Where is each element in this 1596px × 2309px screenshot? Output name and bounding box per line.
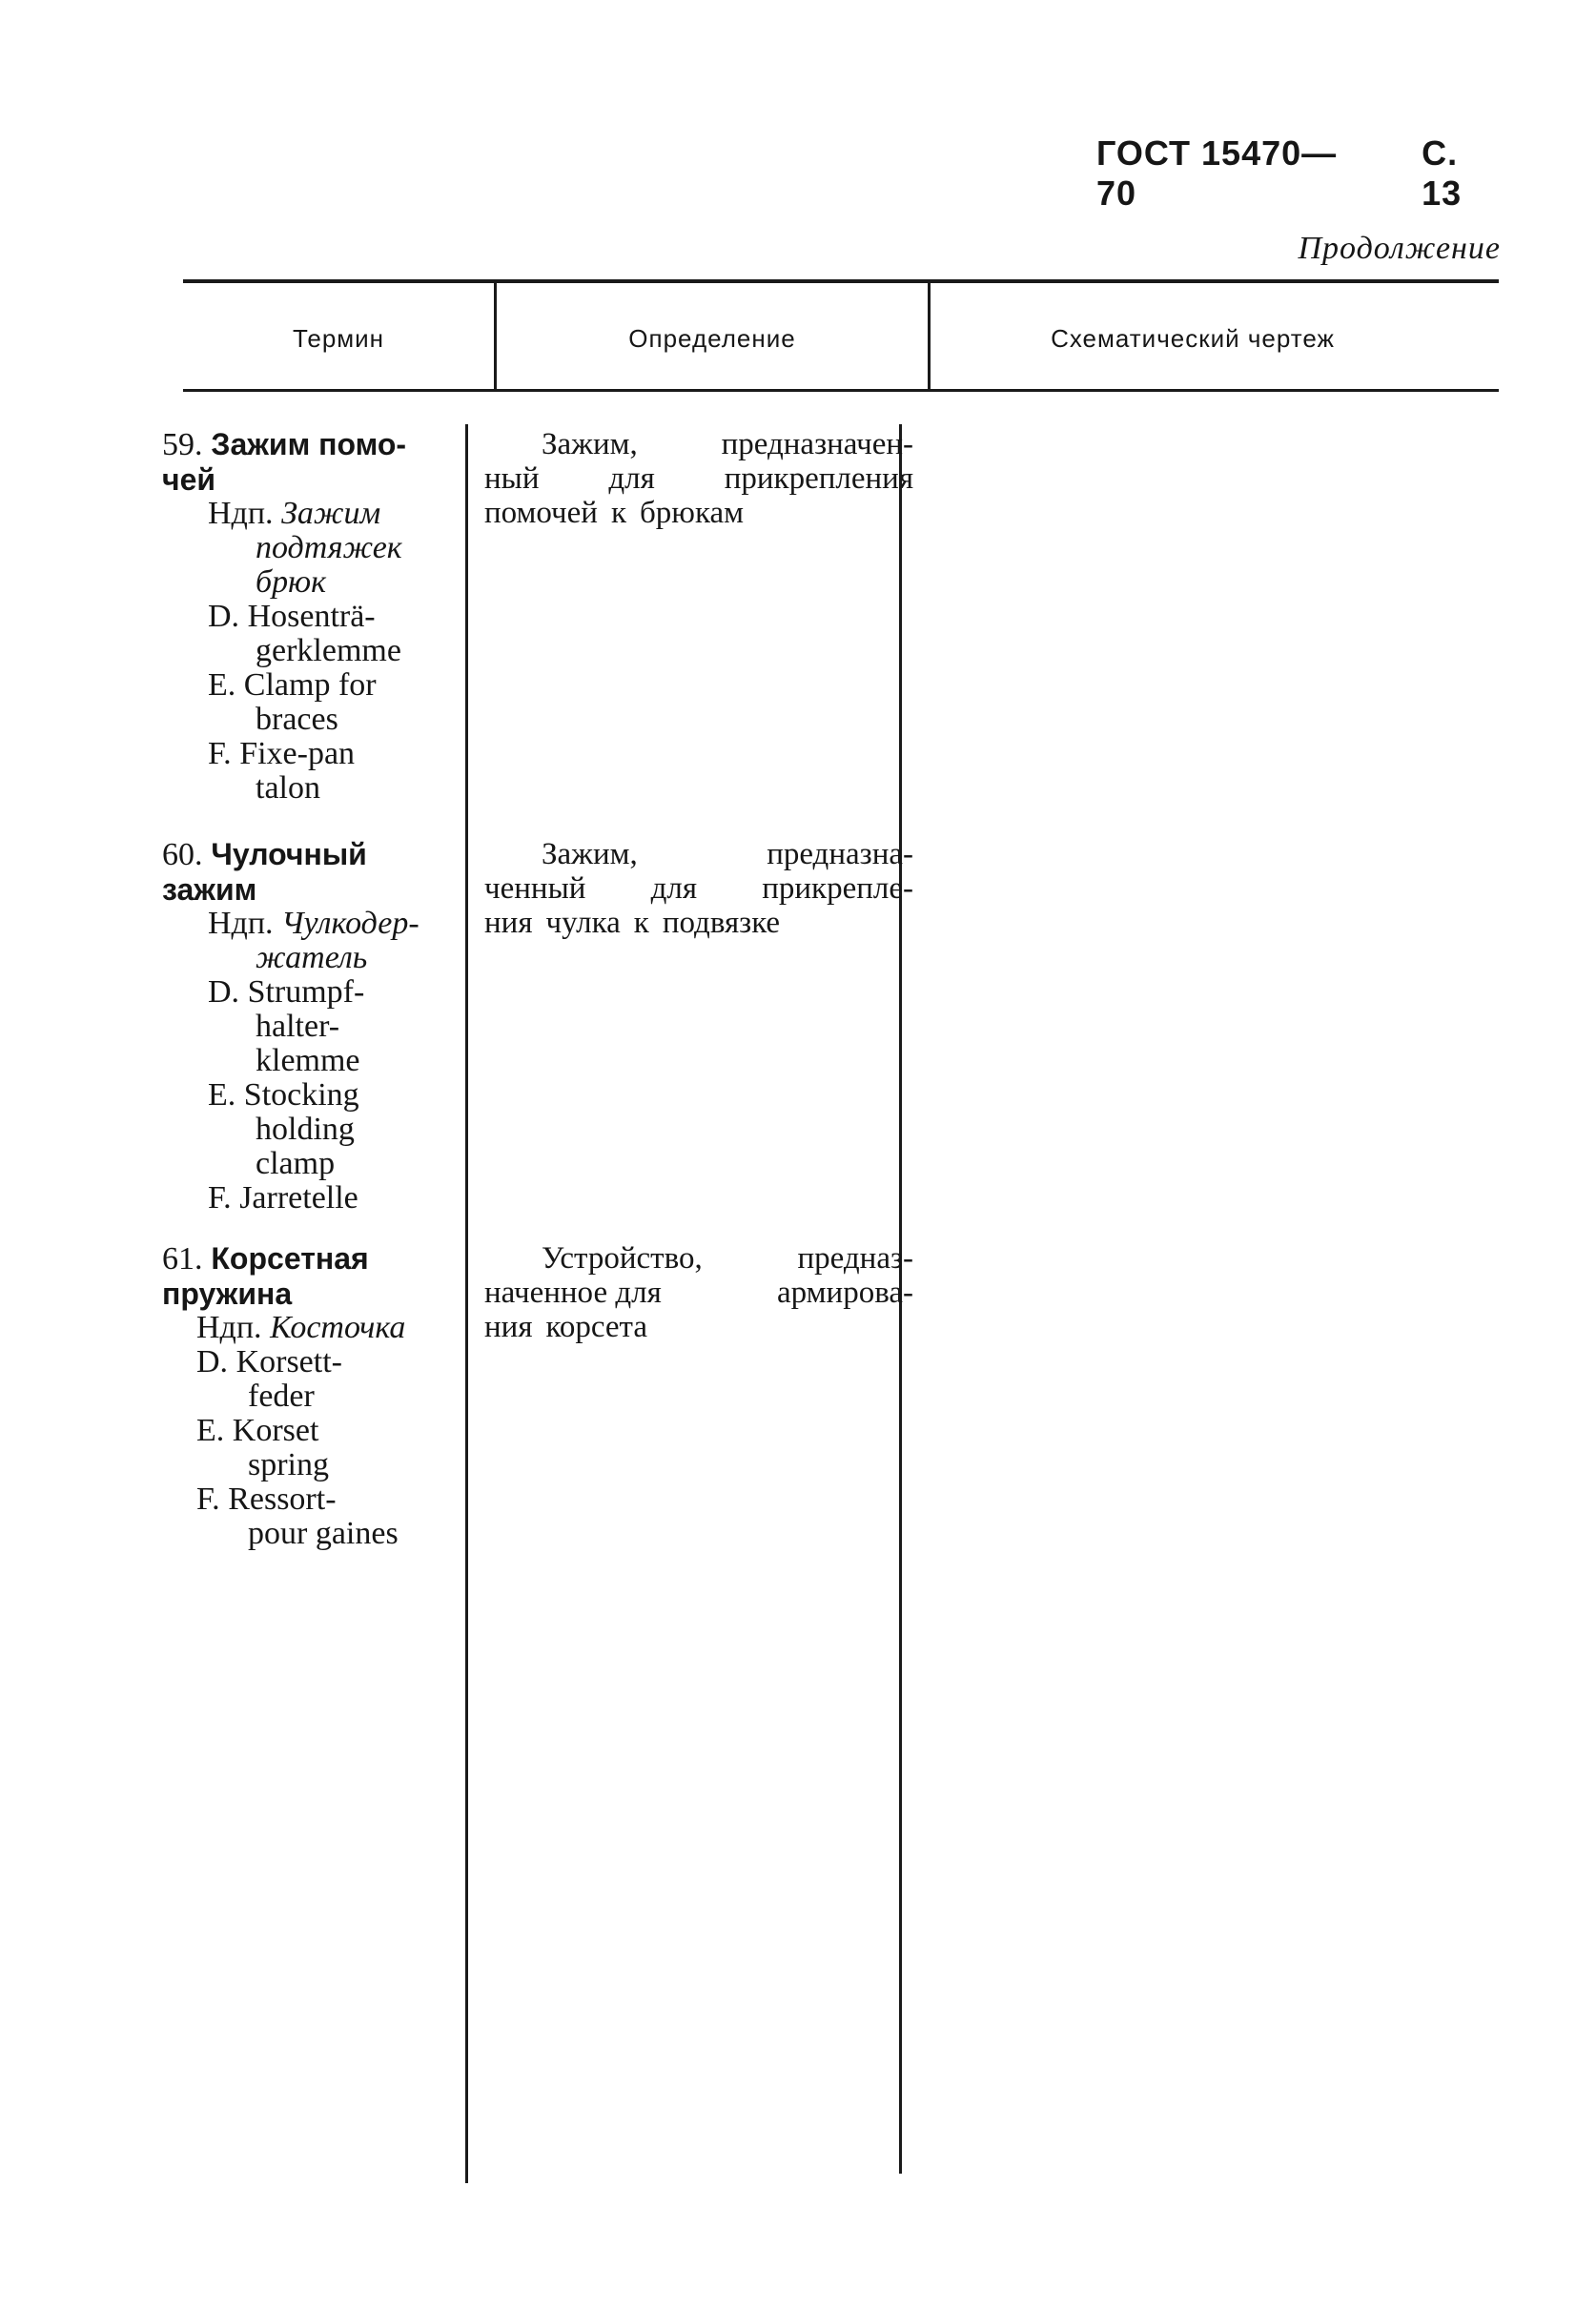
foreign-term-line: gerklemme (256, 633, 401, 668)
foreign-term-line: F. Ressort- (196, 1481, 337, 1517)
term-title-line: чей (162, 462, 216, 497)
foreign-term-line: F. Jarretelle (208, 1180, 358, 1216)
foreign-term-line: F. Fixe-pan (208, 736, 356, 771)
ndp-line: Ндп. Зажим (208, 496, 381, 531)
definition-line: ния чулка к подвязке (484, 906, 781, 940)
ndp-line: жатель (256, 940, 368, 975)
page-number: С. 13 (1422, 133, 1463, 213)
definition-entry (484, 1241, 913, 1344)
foreign-term-line: halter- (256, 1009, 340, 1044)
term-title-line: 59. Зажим помо- (162, 427, 407, 462)
page-header (1096, 133, 1506, 214)
ndp-line: Ндп. Чулкодер- (208, 906, 419, 941)
definition-line: ный для прикрепления (484, 461, 913, 496)
ndp-line: Ндп. Косточка (196, 1310, 406, 1345)
standard-code: ГОСТ 15470—70 (1096, 133, 1338, 213)
term-title-line: 61. Корсетная (162, 1241, 369, 1277)
foreign-term-line: clamp (256, 1146, 336, 1181)
foreign-term-line: E. Clamp for (208, 667, 377, 703)
continuation-label: Продолжение (1298, 231, 1501, 266)
foreign-term-line: E. Stocking (208, 1077, 359, 1113)
ndp-line: подтяжек (256, 530, 402, 565)
definition-line: ния корсета (484, 1310, 648, 1344)
table-top-rule (183, 279, 1499, 283)
foreign-term-line: feder (248, 1379, 315, 1414)
foreign-term-line: pour gaines (248, 1516, 399, 1551)
term-entry (162, 427, 467, 806)
term-entry (162, 837, 467, 1216)
foreign-term-line: talon (256, 770, 320, 806)
term-title-line: пружина (162, 1277, 293, 1311)
definition-line: наченное для армирова- (484, 1276, 913, 1310)
term-title-line: 60. Чулочный (162, 837, 367, 872)
definition-entry (484, 837, 913, 940)
definition-line: помочей к брюкам (484, 496, 745, 530)
term-entry (162, 1241, 467, 1551)
column-header-drawing: Схематический чертеж (1051, 324, 1335, 353)
definition-line: ченный для прикрепле- (484, 871, 913, 906)
foreign-term-line: klemme (256, 1043, 360, 1078)
definition-line: Устройство, предназ- (542, 1241, 913, 1276)
column-header-term: Термин (292, 324, 385, 353)
column-header-definition: Определение (628, 324, 796, 353)
foreign-term-line: spring (248, 1447, 329, 1482)
table-header-rule (183, 389, 1499, 392)
definition-entry (484, 427, 913, 530)
term-title-line: зажим (162, 872, 257, 907)
foreign-term-line: D. Strumpf- (208, 974, 365, 1010)
ndp-line: брюк (256, 564, 326, 600)
foreign-term-line: D. Hosenträ- (208, 599, 376, 634)
definition-line: Зажим, предназначен- (542, 427, 913, 461)
foreign-term-line: E. Korset (196, 1413, 319, 1448)
foreign-term-line: holding (256, 1112, 355, 1147)
foreign-term-line: braces (256, 702, 338, 737)
foreign-term-line: D. Korsett- (196, 1344, 342, 1379)
definition-line: Зажим, предназна- (542, 837, 913, 871)
